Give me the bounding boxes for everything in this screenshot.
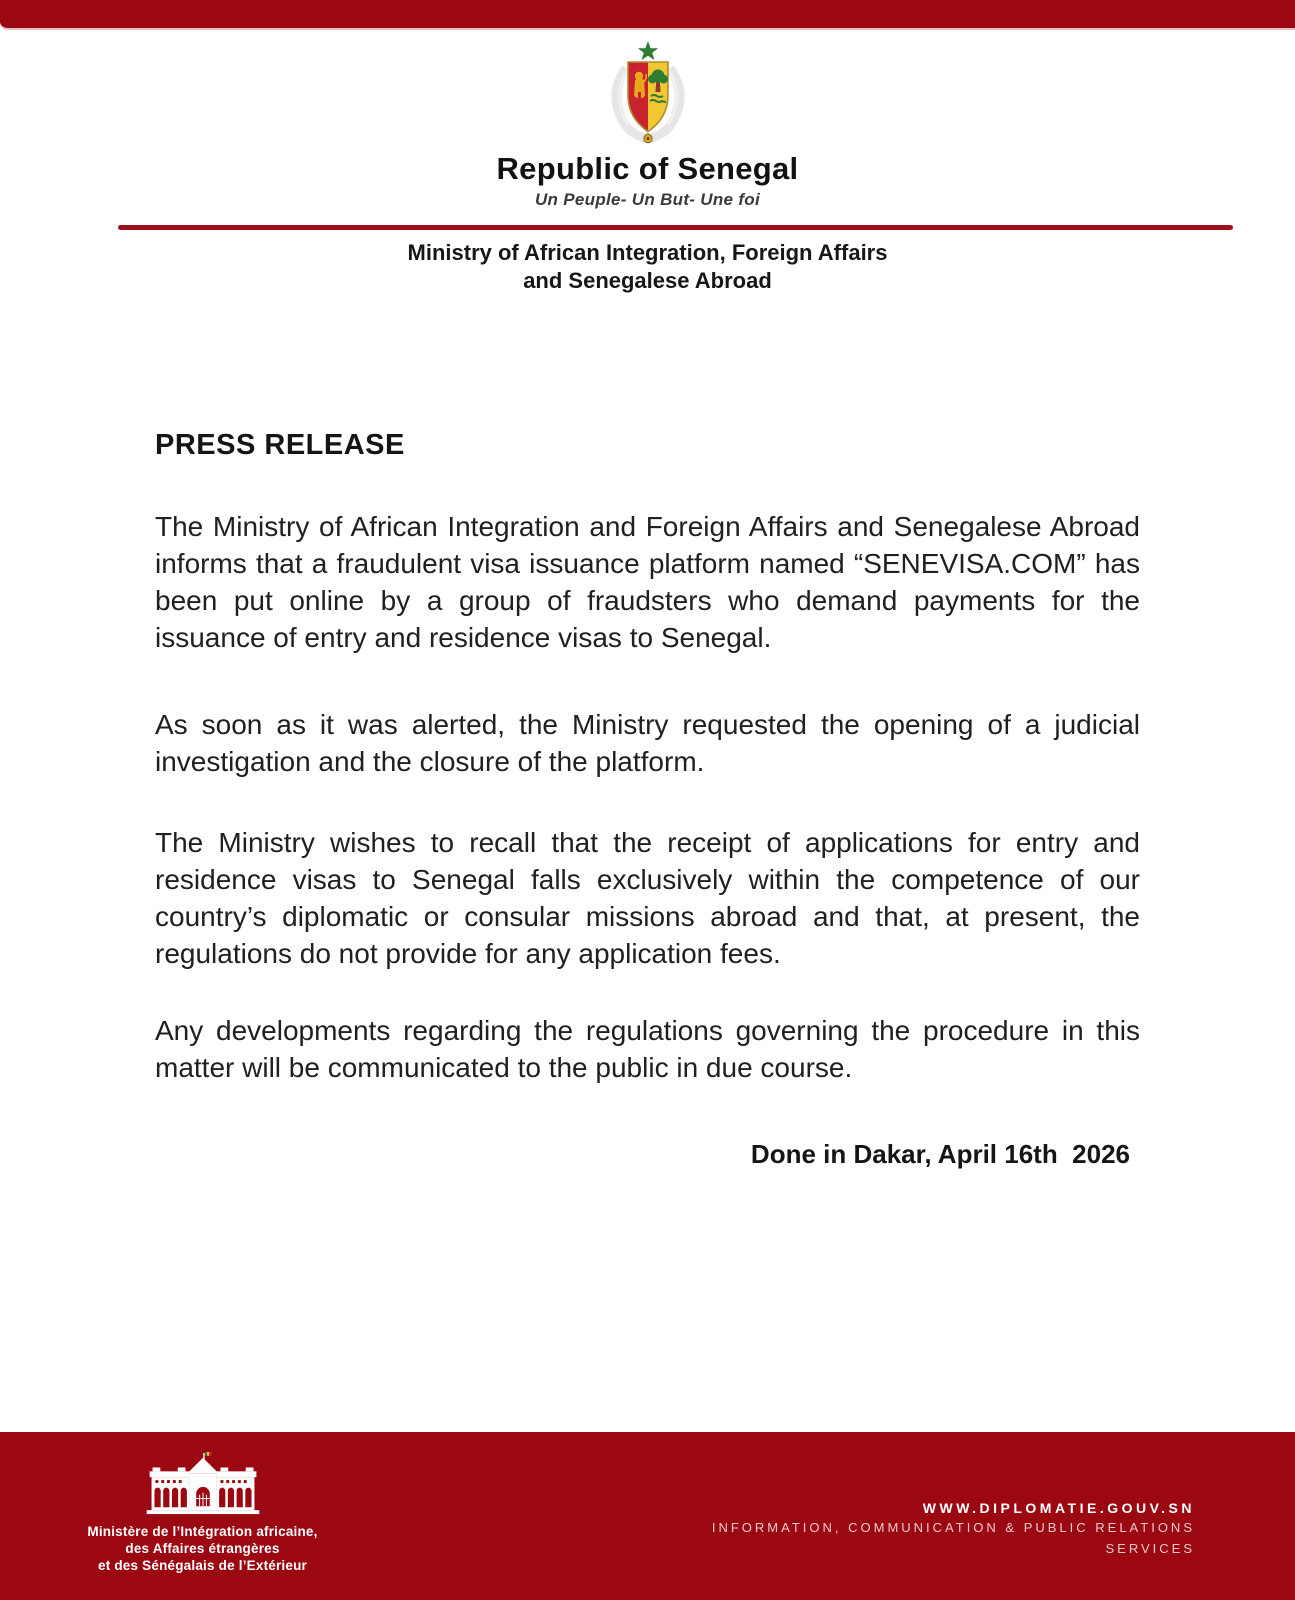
footer-ministry-name-fr bbox=[85, 1523, 320, 1574]
paragraph-visa-competence: The Ministry wishes to recall that the receipt of applications for entry and residence visas to Senegal falls exclusively within the competence of our country’s diplomatic or consular missions abroad and that, at present, the regulations do not provide for any application fees. bbox=[155, 827, 1140, 969]
senegal-coat-of-arms-icon bbox=[600, 40, 696, 144]
ministry-building-icon bbox=[142, 1450, 264, 1516]
red-divider-line bbox=[118, 225, 1233, 230]
ministry-name-line2: and Senegalese Abroad bbox=[523, 268, 772, 293]
footer-contact-block bbox=[712, 1500, 1195, 1558]
website-url: WWW.DIPLOMATIE.GOUV.SN bbox=[922, 1500, 1195, 1516]
press-release-heading: PRESS RELEASE bbox=[155, 429, 405, 461]
ministry-fr-line2: des Affaires étrangères bbox=[125, 1541, 280, 1556]
footer-band bbox=[0, 1432, 1295, 1600]
header-crest bbox=[0, 40, 1295, 149]
department-line1: INFORMATION, COMMUNICATION & PUBLIC RELATIONS bbox=[711, 1520, 1195, 1535]
paragraph-judicial-investigation: As soon as it was alerted, the Ministry requested the opening of a judicial investigation and the closure of the platform. bbox=[155, 709, 1140, 777]
ministry-name-line1: Ministry of African Integration, Foreign Affairs bbox=[407, 240, 888, 265]
paragraph-fraudulent-platform: The Ministry of African Integration and Foreign Affairs and Senegalese Abroad informs that a fraudulent visa issuance platform named “SENEVISA.COM” has been put online by a group of fraudsters who demand payments for the issuance of entry and residence visas to Senegal. bbox=[155, 511, 1140, 653]
paragraph-future-developments: Any developments regarding the regulations governing the procedure in this matter will be communicated to the public in due course. bbox=[155, 1015, 1140, 1083]
country-title: Republic of Senegal bbox=[496, 151, 799, 186]
ministry-fr-line3: et des Sénégalais de l’Extérieur bbox=[98, 1558, 307, 1573]
department-line2: SERVICES bbox=[1105, 1541, 1195, 1556]
ministry-fr-line1: Ministère de l’Intégration africaine, bbox=[87, 1524, 318, 1539]
national-motto: Un Peuple- Un But- Une foi bbox=[534, 190, 760, 209]
press-release-body bbox=[155, 429, 1140, 1170]
dateline: Done in Dakar, April 16th 2026 bbox=[750, 1139, 1130, 1169]
footer-ministry-block bbox=[85, 1450, 320, 1574]
top-red-bar bbox=[0, 0, 1295, 30]
ministry-name bbox=[0, 239, 1295, 295]
